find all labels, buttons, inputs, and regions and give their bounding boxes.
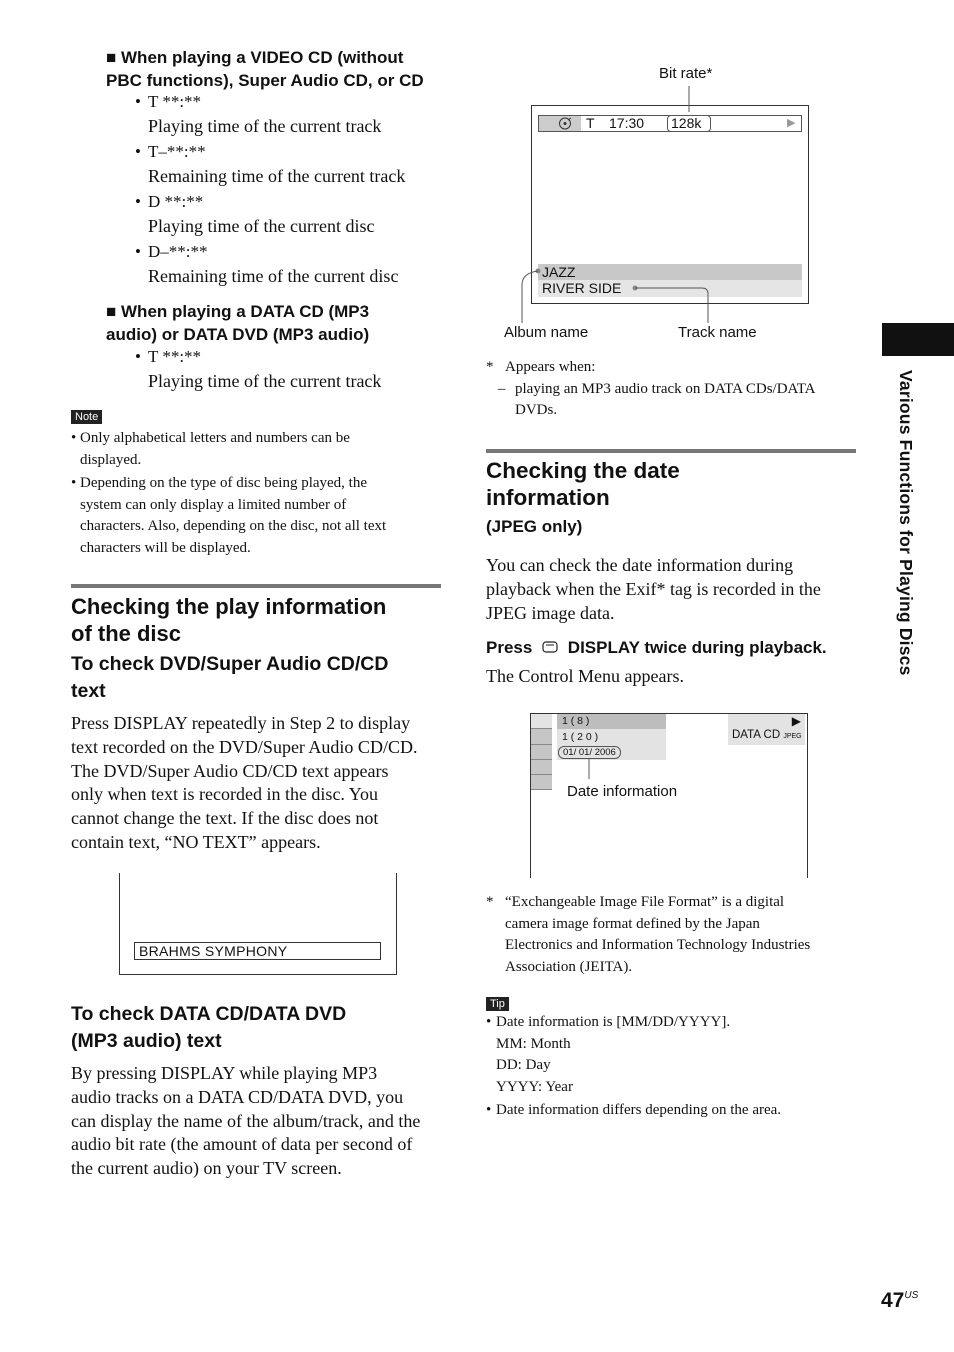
- menu-icon-cell: [531, 729, 552, 745]
- tip-item: • Date information is [MM/DD/YYYY]. MM: Month DD: Day YYYY: Year: [486, 1014, 731, 1095]
- tip-item: • Date information differs depending on the area.: [486, 1102, 782, 1118]
- disc-text-field: BRAHMS SYMPHONY: [134, 942, 381, 960]
- menu-icon-column: [531, 714, 552, 791]
- square-bullet-icon: ■: [106, 48, 117, 67]
- press-display-instruction: Press DISPLAY twice during playback.: [486, 638, 827, 657]
- time-code-description: Remaining time of the current track: [148, 166, 406, 186]
- status-time: 17:30: [609, 115, 645, 131]
- menu-icon-cell: [531, 745, 552, 760]
- menu-icon-cell: [531, 775, 552, 790]
- dvd-subheading: To check DVD/Super Audio CD/CD text: [71, 653, 389, 702]
- disc-type-label: DATA CD JPEG: [732, 729, 802, 741]
- datacd-subheading: To check DATA CD/DATA DVD (MP3 audio) text: [71, 1003, 347, 1052]
- tip-label: Tip: [486, 997, 509, 1011]
- status-t: T: [586, 115, 595, 131]
- bitrate-label: Bit rate*: [659, 65, 713, 82]
- side-chapter-label: Various Functions for Playing Discs: [896, 370, 916, 676]
- time-code-bullet: •: [135, 347, 141, 366]
- square-bullet-icon: ■: [106, 302, 117, 321]
- bitrate-value: 128k: [667, 115, 711, 132]
- section-tab-marker: [882, 323, 954, 356]
- date-value: 01/ 01/ 2006: [558, 746, 621, 759]
- time-code: T **:**: [148, 347, 202, 366]
- date-information-label: Date information: [567, 783, 678, 800]
- date-row: [557, 745, 666, 760]
- section-rule: [71, 584, 441, 588]
- time-code: D **:**: [148, 192, 204, 211]
- track-name-label: Track name: [678, 324, 757, 341]
- videocd-heading: ■ When playing a VIDEO CD (without PBC functions), Super Audio CD, or CD: [106, 48, 424, 90]
- menu-row-2: 1 ( 2 0 ): [557, 729, 666, 745]
- disc-type-box: [728, 714, 805, 745]
- time-code-description: Playing time of the current track: [148, 371, 382, 391]
- appears-footnote: * Appears when: – playing an MP3 audio track on DATA CDs/DATA DVDs.: [486, 359, 816, 418]
- date-section-subtitle: (JPEG only): [486, 517, 583, 536]
- time-code-description: Playing time of the current track: [148, 116, 382, 136]
- date-body: You can check the date information during playback when the Exif* tag is recorded in the JPEG image data.: [486, 555, 821, 623]
- album-name-label: Album name: [504, 324, 589, 341]
- footnote-star: *: [486, 894, 494, 910]
- play-icon: ▶: [791, 714, 801, 728]
- control-menu-text: The Control Menu appears.: [486, 666, 684, 686]
- track-callout-line: [635, 288, 708, 323]
- album-name-row: JAZZ: [538, 264, 802, 280]
- menu-icon-cell: [531, 760, 552, 775]
- note-item: • Depending on the type of disc being played, the system can only display a limited number of characters. Also, depending on the disc, not all text characters will be displayed.: [71, 475, 387, 556]
- time-code: D–**:**: [148, 242, 208, 261]
- play-icon: ▶: [787, 117, 796, 129]
- track-name-row: RIVER SIDE: [538, 280, 802, 297]
- display-button-icon: [539, 640, 561, 654]
- footnote-dash: –: [498, 380, 506, 397]
- note-label: Note: [71, 410, 102, 424]
- time-code-description: Remaining time of the current disc: [148, 266, 399, 286]
- disc-text-screen: [119, 873, 397, 975]
- menu-icon-cell: [531, 714, 552, 729]
- date-callout-line: [580, 755, 610, 785]
- page-number: $47^{US}$: [881, 1289, 919, 1312]
- section-title: Checking the play information of the disc: [71, 594, 387, 646]
- note-item: • Only alphabetical letters and numbers can be displayed.: [71, 430, 350, 468]
- time-code-bullet: •: [135, 242, 141, 261]
- time-code: T–**:**: [148, 142, 206, 161]
- tip-list: [486, 1012, 856, 1122]
- footnote-star: *: [486, 359, 494, 375]
- time-code-bullet: •: [135, 192, 141, 211]
- dvd-body: Press DISPLAY repeatedly in Step 2 to display text recorded on the DVD/Super Audio CD/CD. The DVD/Super Audio CD/CD text appears only when text is recorded in the disc. You cannot change the text. If the disc does not contain text, “NO TEXT” appears.: [71, 713, 418, 852]
- time-code: T **:**: [148, 92, 202, 111]
- exif-footnote: * “Exchangeable Image File Format” is a digital camera image format defined by the Japan Electronics and Information Technology Industries Association (JEITA).: [486, 894, 811, 975]
- screen1-callout-lines: [500, 80, 760, 330]
- menu-row-1: 1 ( 8 ): [557, 714, 666, 729]
- album-callout-line: [522, 271, 538, 323]
- time-code-bullet: •: [135, 92, 141, 111]
- time-code-bullet: •: [135, 142, 141, 161]
- date-section-title: Checking the date information: [486, 458, 680, 510]
- date-section-rule: [486, 449, 856, 453]
- note-list: [71, 428, 441, 559]
- datacd-body: By pressing DISPLAY while playing MP3 audio tracks on a DATA CD/DATA DVD, you can display the name of the album/track, and the audio bit rate (the amount of data per second of the current audio) on your TV screen.: [71, 1063, 421, 1179]
- time-code-description: Playing time of the current disc: [148, 216, 375, 236]
- datacd-heading: ■ When playing a DATA CD (MP3 audio) or DATA DVD (MP3 audio): [106, 302, 370, 344]
